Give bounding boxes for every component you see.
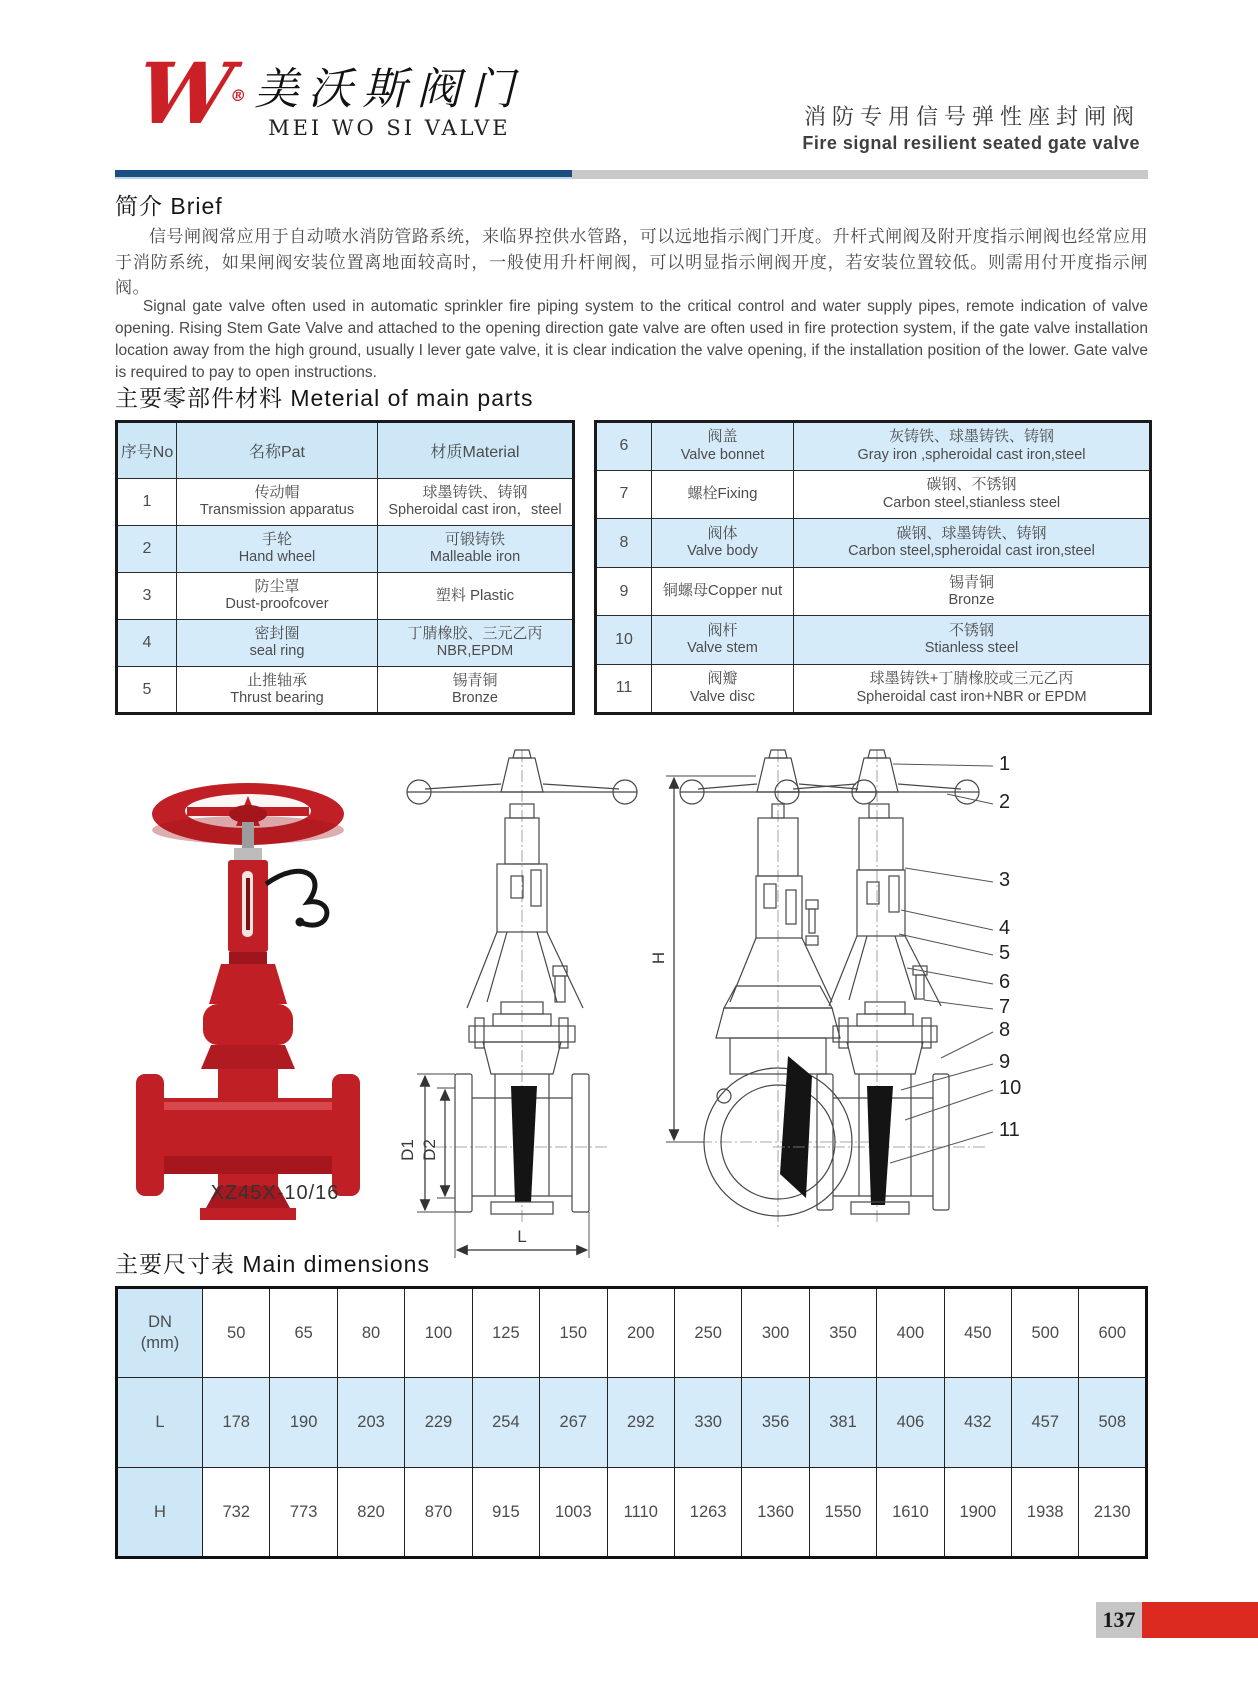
part-material-cell — [378, 526, 574, 573]
cell-line: seal ring — [249, 643, 305, 660]
cell-line: Gray iron ,spheroidal cast iron,steel — [857, 446, 1086, 463]
page-number: 137 — [1096, 1602, 1142, 1638]
part-number-cell: 1 — [117, 479, 177, 526]
dimension-value-cell: 200 — [607, 1288, 674, 1378]
cell-line: 螺栓Fixing — [687, 485, 758, 503]
part-material-cell — [794, 664, 1151, 713]
cell-line: Valve stem — [687, 640, 758, 657]
logo-w-mark-icon: W® — [132, 44, 242, 143]
cell-line: Hand wheel — [238, 549, 316, 566]
dimension-value-cell: 1550 — [809, 1468, 876, 1558]
dimension-value-cell: 381 — [809, 1378, 876, 1468]
part-number-cell: 10 — [596, 616, 652, 665]
product-title-english: Fire signal resilient seated gate valve — [802, 133, 1140, 153]
materials-table-header-row — [117, 422, 574, 479]
cell-line: Valve bonnet — [680, 446, 765, 463]
callout-3: 3 — [999, 869, 1011, 891]
valve-drawings-svg — [115, 738, 1148, 1290]
part-number-cell: 9 — [596, 567, 652, 616]
part-name-cell — [652, 567, 794, 616]
materials-section-heading: 主要零部件材料 Meterial of main parts — [115, 385, 534, 411]
dimension-value-cell: 400 — [877, 1288, 944, 1378]
part-number-cell: 7 — [596, 470, 652, 519]
callout-11: 11 — [999, 1119, 1020, 1141]
cell-line: 阀体 — [707, 524, 738, 542]
side-view-drawing — [649, 750, 876, 1230]
part-name-cell — [652, 519, 794, 568]
cell-line: 不锈钢 — [948, 622, 994, 640]
part-name-cell — [177, 667, 378, 714]
part-material-cell — [794, 470, 1151, 519]
callout-1: 1 — [999, 753, 1011, 775]
column-header-material: 材质Material — [378, 422, 574, 479]
brief-paragraph-chinese: 信号闸阀常应用于自动喷水消防管路系统，来临界控供水管路，可以远地指示阀门开度。升杆式闸阀及附开度指示闸阀也经常应用于消防系统，如果闸阀安装位置离地面较高时，一般使用升杆闸阀，可以明显指示闸阀开度，若安装位置较低。则需用付开度指示闸阀。 — [115, 227, 1148, 297]
part-material-cell — [378, 479, 574, 526]
cell-line: Stianless steel — [924, 640, 1019, 657]
callout-2: 2 — [999, 791, 1011, 813]
cell-line: 碳钢、球墨铸铁、铸钢 — [896, 524, 1047, 542]
cell-line: 防尘罩 — [254, 578, 300, 595]
part-name-cell — [652, 470, 794, 519]
cell-line: Malleable iron — [429, 549, 521, 566]
dimension-value-cell: 330 — [674, 1378, 741, 1468]
materials-table-row — [117, 479, 574, 526]
dimension-value-cell: 190 — [270, 1378, 337, 1468]
cell-line: Dust-proofcover — [225, 596, 329, 613]
dimension-value-cell: 1003 — [540, 1468, 607, 1558]
brand-logo — [132, 44, 525, 143]
callout-4: 4 — [999, 917, 1011, 939]
materials-table-row — [596, 422, 1151, 471]
valve-photo — [136, 783, 360, 1220]
dimension-value-cell: 457 — [1012, 1378, 1079, 1468]
dimension-value-cell: 1610 — [877, 1468, 944, 1558]
dimension-value-cell: 80 — [337, 1288, 404, 1378]
cell-line: 球墨铸铁、铸钢 — [422, 484, 528, 501]
column-header-name: 名称Pat — [177, 422, 378, 479]
header-divider-navy-segment — [115, 170, 572, 179]
dimension-value-cell: 1263 — [674, 1468, 741, 1558]
cell-line: 止推轴承 — [246, 671, 307, 689]
dimension-value-cell: 1938 — [1012, 1468, 1079, 1558]
cell-line: Carbon steel,stianless steel — [882, 494, 1061, 511]
model-number-label: XZ45X-10/16 — [210, 1182, 340, 1204]
cell-line: Carbon steel,spheroidal cast iron,steel — [848, 543, 1095, 560]
cell-line: 可锻铸铁 — [444, 531, 505, 548]
cell-line: 碳钢、不锈钢 — [926, 476, 1017, 494]
dimension-value-cell: 1110 — [607, 1468, 674, 1558]
dimension-value-cell: 150 — [540, 1288, 607, 1378]
dimensions-table-row — [117, 1288, 1147, 1378]
part-number-cell: 3 — [117, 573, 177, 620]
part-name-cell — [652, 616, 794, 665]
dimension-value-cell: 100 — [405, 1288, 472, 1378]
dimension-value-cell: 1900 — [944, 1468, 1011, 1558]
dimension-value-cell: 65 — [270, 1288, 337, 1378]
dimension-value-cell: 508 — [1079, 1378, 1147, 1468]
dimension-value-cell: 229 — [405, 1378, 472, 1468]
part-name-cell — [652, 664, 794, 713]
materials-table-row — [596, 470, 1151, 519]
dimensions-section-heading: 主要尺寸表 Main dimensions — [115, 1251, 430, 1277]
materials-table-row — [596, 616, 1151, 665]
dimension-value-cell: 300 — [742, 1288, 809, 1378]
drawings-area — [115, 738, 1148, 1290]
part-number-cell: 11 — [596, 664, 652, 713]
brief-paragraph-english: Signal gate valve often used in automatic sprinkler fire piping system to the critical control and water supply pipes, remote indication of valve opening. Rising Stem Gate Valve and attached to the opening direction gate valve are often used in fire protection system, if the gate valve installation location away from the high ground, usually I lever gate valve, it is clear indication the valve opening, if the installation position of the lower. Gate valve is required to pay to open instructions. — [115, 298, 1148, 381]
cell-line: 丁腈橡胶、三元乙丙 — [407, 625, 543, 642]
dimension-value-cell: 267 — [540, 1378, 607, 1468]
part-material-cell — [794, 616, 1151, 665]
dimension-value-cell: 432 — [944, 1378, 1011, 1468]
cell-line: 球墨铸铁+丁腈橡胶或三元乙丙 — [869, 670, 1074, 688]
dimension-value-cell: 870 — [405, 1468, 472, 1558]
dimensions-table — [115, 1286, 1148, 1559]
cell-line: Thrust bearing — [230, 689, 324, 706]
registered-trademark-icon: ® — [229, 86, 242, 105]
dim-label-l: L — [517, 1227, 527, 1246]
dimension-value-cell: 600 — [1079, 1288, 1147, 1378]
dimension-value-cell: 450 — [944, 1288, 1011, 1378]
dimensions-table-row — [117, 1378, 1147, 1468]
materials-table-row — [117, 620, 574, 667]
materials-table-row — [117, 573, 574, 620]
cell-line: 塑料 Plastic — [435, 586, 515, 604]
part-material-cell — [794, 422, 1151, 471]
materials-table-left — [115, 420, 575, 715]
part-material-cell — [794, 567, 1151, 616]
cell-line: 手轮 — [261, 531, 292, 548]
part-name-cell — [177, 526, 378, 573]
dimension-value-cell: 915 — [472, 1468, 539, 1558]
cell-line: L — [155, 1413, 165, 1432]
dimension-value-cell: 50 — [203, 1288, 270, 1378]
cell-line: Bronze — [452, 689, 498, 706]
dimension-value-cell: 254 — [472, 1378, 539, 1468]
footer-red-bar — [1142, 1602, 1258, 1638]
part-name-cell — [652, 422, 794, 471]
dim-label-d2: D2 — [420, 1139, 439, 1161]
callout-9: 9 — [999, 1051, 1011, 1073]
callout-8: 8 — [999, 1019, 1011, 1041]
dimension-row-label — [117, 1378, 203, 1468]
callout-10: 10 — [999, 1077, 1022, 1099]
cell-line: (mm) — [140, 1334, 180, 1352]
page-title — [802, 100, 1140, 154]
dimension-value-cell: 2130 — [1079, 1468, 1147, 1558]
dimension-value-cell: 350 — [809, 1288, 876, 1378]
part-number-cell: 6 — [596, 422, 652, 471]
cell-line: Valve body — [687, 543, 758, 560]
part-number-cell: 2 — [117, 526, 177, 573]
dimension-value-cell: 1360 — [742, 1468, 809, 1558]
materials-table-row — [117, 667, 574, 714]
dimension-row-label — [117, 1468, 203, 1558]
cell-line: NBR,EPDM — [436, 643, 514, 660]
front-view-drawing — [398, 750, 637, 1258]
product-title-chinese: 消防专用信号弹性座封闸阀 — [803, 104, 1140, 129]
cell-line: Spheroidal cast iron，steel — [388, 502, 562, 519]
materials-table-row — [596, 519, 1151, 568]
cell-line: 铜螺母Copper nut — [662, 582, 783, 600]
cell-line: 锡青铜 — [948, 573, 994, 591]
materials-table-row — [596, 664, 1151, 713]
callout-leader-lines — [890, 764, 993, 1163]
dimension-row-label — [117, 1288, 203, 1378]
callout-5: 5 — [999, 942, 1011, 964]
dimension-value-cell: 250 — [674, 1288, 741, 1378]
part-material-cell — [794, 519, 1151, 568]
brief-section-heading: 简介 Brief — [115, 193, 223, 219]
cell-line: 阀瓣 — [707, 670, 738, 688]
cell-line: Valve disc — [689, 688, 755, 705]
dimension-value-cell: 203 — [337, 1378, 404, 1468]
cell-line: 阀杆 — [707, 622, 738, 640]
cell-line: H — [154, 1502, 166, 1521]
dimension-value-cell: 406 — [877, 1378, 944, 1468]
part-material-cell — [378, 620, 574, 667]
brand-name-english: MEI WO SI VALVE — [268, 116, 511, 141]
part-material-cell — [378, 573, 574, 620]
cell-line: Spheroidal cast iron+NBR or EPDM — [856, 688, 1087, 705]
dimension-value-cell: 732 — [203, 1468, 270, 1558]
part-number-cell: 4 — [117, 620, 177, 667]
cell-line: Bronze — [948, 591, 995, 608]
header-divider-bar — [115, 170, 1148, 179]
dimension-value-cell: 820 — [337, 1468, 404, 1558]
part-name-cell — [177, 573, 378, 620]
cell-line: 阀盖 — [707, 428, 738, 446]
callout-7: 7 — [999, 996, 1011, 1018]
brand-name-chinese: 美沃斯阀门 — [254, 64, 525, 115]
cell-line: 灰铸铁、球墨铸铁、铸钢 — [888, 428, 1054, 446]
part-material-cell — [378, 667, 574, 714]
dimension-value-cell: 125 — [472, 1288, 539, 1378]
cell-line: 密封圈 — [254, 625, 300, 642]
dimension-value-cell: 773 — [270, 1468, 337, 1558]
cell-line: 传动帽 — [254, 484, 300, 501]
part-number-cell: 5 — [117, 667, 177, 714]
dim-label-d1: D1 — [398, 1139, 417, 1161]
part-name-cell — [177, 479, 378, 526]
materials-table-right — [594, 420, 1152, 715]
cell-line: DN — [148, 1313, 172, 1332]
dimension-value-cell: 500 — [1012, 1288, 1079, 1378]
callout-6: 6 — [999, 971, 1011, 993]
materials-table-row — [596, 567, 1151, 616]
dimensions-table-row — [117, 1468, 1147, 1558]
dim-label-h: H — [649, 951, 668, 965]
dimension-value-cell: 178 — [203, 1378, 270, 1468]
column-header-no: 序号No — [117, 422, 177, 479]
materials-table-row — [117, 526, 574, 573]
cell-line: Transmission apparatus — [199, 502, 355, 519]
part-name-cell — [177, 620, 378, 667]
dimension-value-cell: 356 — [742, 1378, 809, 1468]
part-number-cell: 8 — [596, 519, 652, 568]
dimension-value-cell: 292 — [607, 1378, 674, 1468]
cell-line: 锡青铜 — [452, 671, 498, 689]
